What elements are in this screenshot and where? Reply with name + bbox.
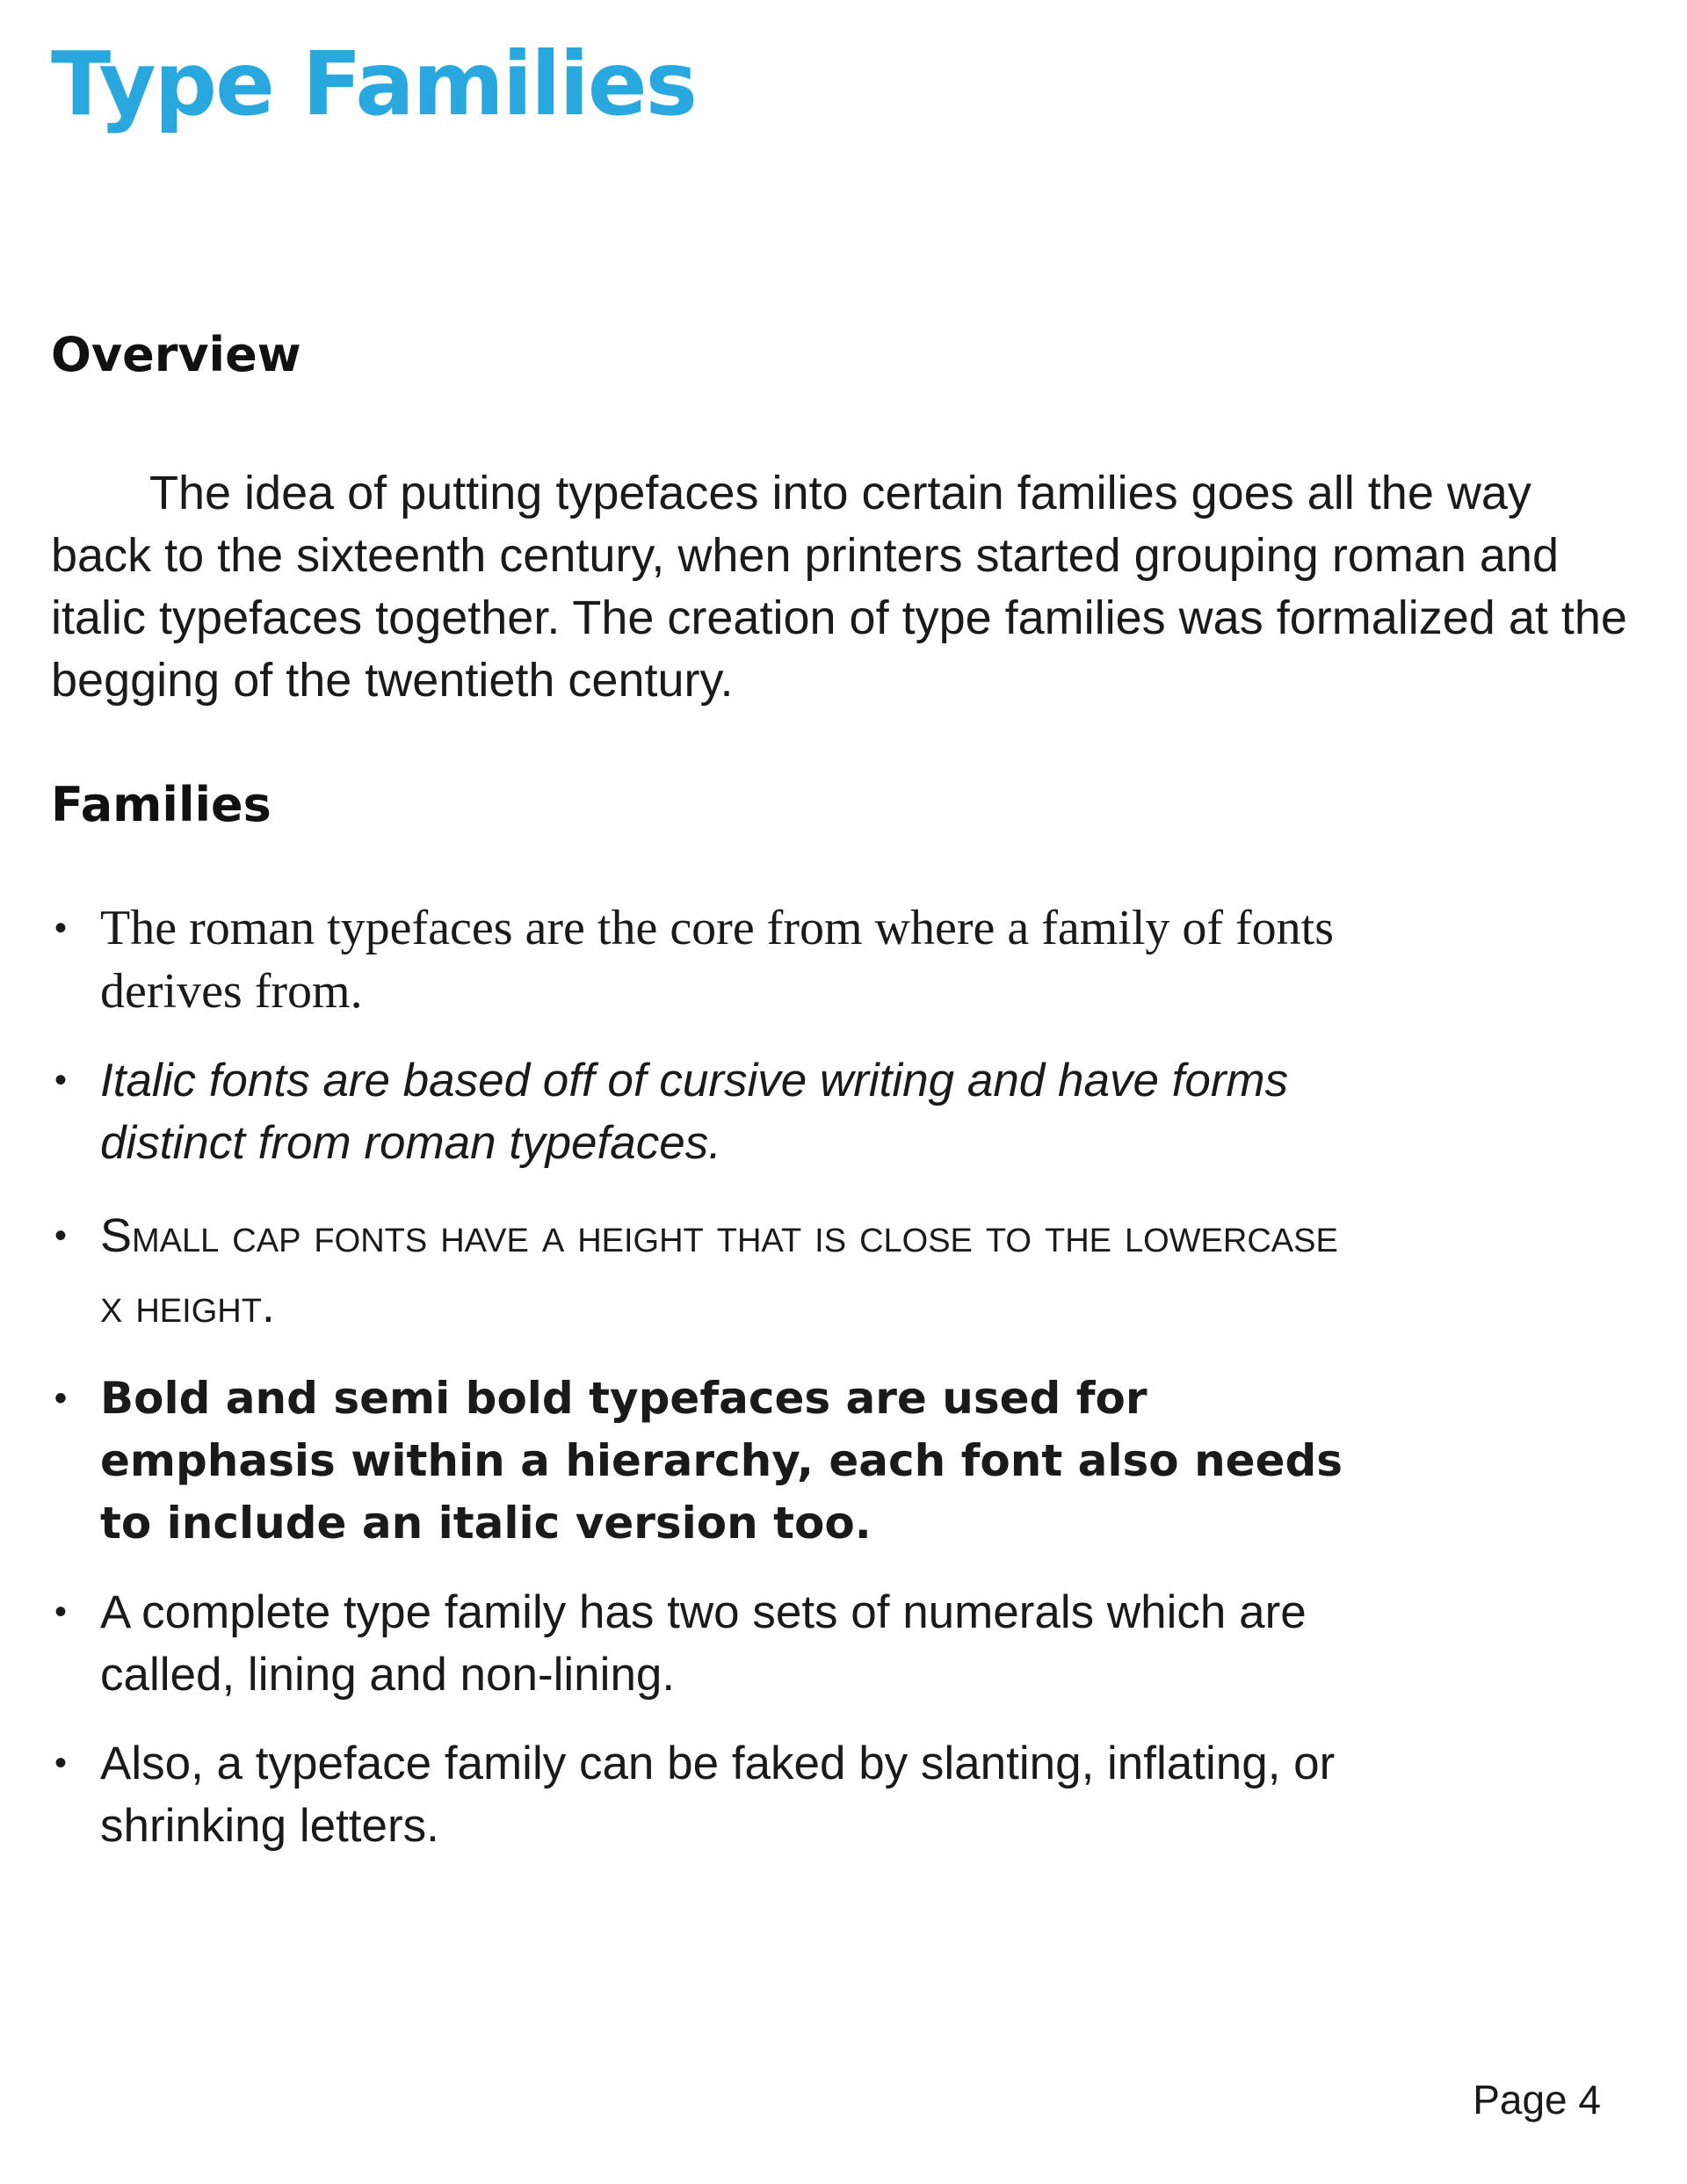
bullet-icon: •: [54, 1744, 68, 1782]
list-item-text: A complete type family has two sets of numerals which are called, lining and non-lining.: [100, 1586, 1307, 1701]
list-item-text: Bold and semi bold typefaces are used for emphasis within a hierarchy, each font also needs to include an italic version too.: [100, 1373, 1343, 1549]
list-item-italic: [51, 1049, 1348, 1174]
list-item-text: Small cap fonts have a height that is close to the lowercase x height.: [100, 1209, 1338, 1332]
overview-heading: Overview: [51, 327, 301, 382]
list-item-text: Italic fonts are based off of cursive writing and have forms distinct from roman typefaces.: [100, 1055, 1289, 1169]
families-list: [51, 896, 1369, 1883]
page-number: Page 4: [1473, 2077, 1601, 2122]
list-item-text: Also, a typeface family can be faked by slanting, inflating, or shrinking letters.: [100, 1738, 1336, 1852]
list-item-roman: [51, 896, 1348, 1023]
bullet-icon: •: [54, 1593, 68, 1631]
list-item-small-caps: [51, 1201, 1357, 1341]
overview-paragraph: The idea of putting typefaces into certain families goes all the way back to the sixteenth century, when printers started grouping roman and italic typefaces together. The creation of type families was formalized at the begging of the twentieth century.: [51, 467, 1627, 707]
bullet-icon: •: [54, 909, 68, 947]
families-heading: Families: [51, 777, 272, 832]
list-item-text: The roman typefaces are the core from where a family of fonts derives from.: [100, 901, 1335, 1019]
list-item-faked: [51, 1732, 1392, 1857]
list-item-numerals: [51, 1581, 1348, 1706]
list-item-bold: [51, 1368, 1348, 1555]
bullet-icon: •: [54, 1379, 68, 1418]
page-title: Type Families: [51, 33, 697, 135]
bullet-icon: •: [54, 1061, 68, 1099]
bullet-icon: •: [54, 1216, 68, 1255]
